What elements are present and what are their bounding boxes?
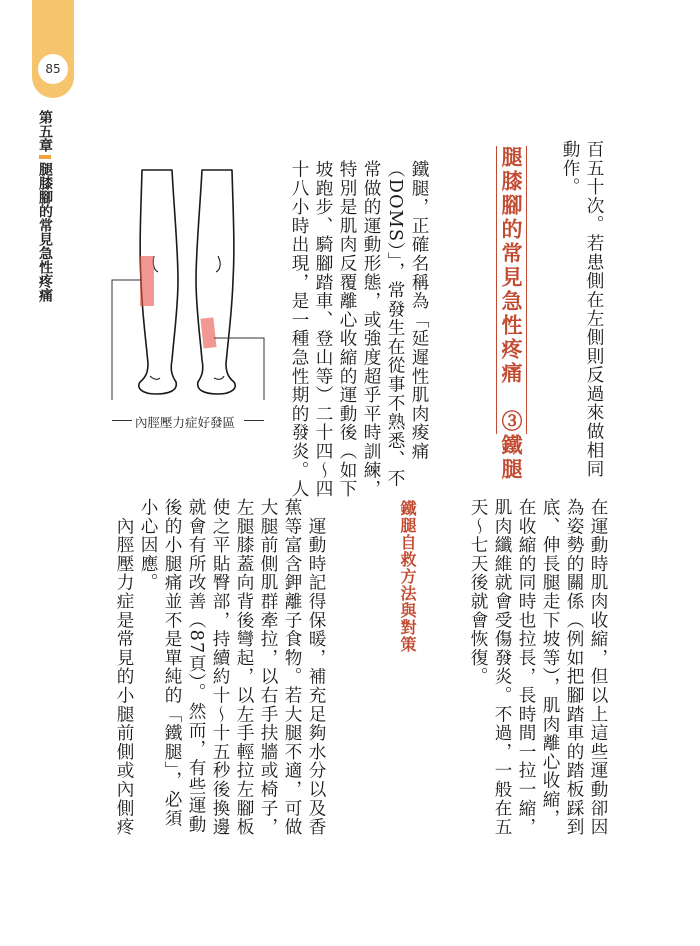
chapter-divider <box>39 155 51 159</box>
continuation-text <box>558 140 606 478</box>
text-column: 大腿前側肌群牽拉，以右手扶牆或椅子， <box>258 498 278 837</box>
text-column: 為姿勢的關係（例如把腳踏車的踏板踩到 <box>564 498 584 837</box>
self-help-text <box>112 498 328 836</box>
text-column: 左腿膝蓋向背後彎起，以左手輕拉左腳板 <box>234 498 254 837</box>
text-column: 鐵腿，正確名稱為「延遲性肌肉痠痛 <box>409 160 429 461</box>
article-heading: 腿膝腳的常見急性疼痛 ③鐵腿 <box>499 146 524 482</box>
mechanism-text <box>466 498 610 836</box>
text-column: 在收縮的同時也拉長，長時間一拉一縮， <box>516 498 536 837</box>
text-column: 百五十次。若患側在左側則反過來做相同 <box>584 140 604 479</box>
text-column: 蕉等富含鉀離子食物。若大腿不適，可做 <box>282 498 302 837</box>
page-number: 85 <box>38 54 68 84</box>
side-chapter-label <box>37 110 53 302</box>
pain-area-left <box>140 256 154 306</box>
heading-rule-right <box>526 146 527 434</box>
legs-illustration <box>108 168 268 400</box>
text-column: 小心因應。 <box>138 498 158 592</box>
caption-line-right <box>244 420 264 421</box>
text-column: 後的小腿痛並不是單純的「鐵腿」，必須 <box>162 498 182 828</box>
section-label: 腿膝腳的常見急性疼痛 <box>37 162 53 302</box>
text-column: 特別是肌肉反覆離心收縮的運動後（如下 <box>337 160 357 499</box>
intro-text <box>287 160 431 498</box>
chapter-label: 第五章 <box>37 110 53 152</box>
text-column: 動作。 <box>560 140 580 197</box>
text-column: 底、伸長腿走下坡等），肌肉離心收縮， <box>540 498 560 828</box>
text-column: 運動時記得保暖，補充足夠水分以及香 <box>306 498 326 837</box>
self-help-subheading: 鐵腿自救方法與對策 <box>398 500 417 653</box>
text-column: 使之平貼臀部，持續約十～十五秒後換邊 <box>210 498 230 837</box>
figure-caption: 內脛壓力症好發區 <box>135 415 236 430</box>
text-column: 在運動時肌肉收縮，但以上這些運動卻因 <box>588 498 608 837</box>
caption-line-left <box>112 420 132 421</box>
text-column: 天～七天後就會恢復。 <box>468 498 488 686</box>
text-column: 坡跑步、騎腳踏車、登山等）二十四～四 <box>313 160 333 499</box>
text-column: 常做的運動形態，或強度超乎平時訓練， <box>361 160 381 499</box>
text-column: 十八小時出現，是一種急性期的發炎。人 <box>289 160 309 499</box>
text-column: 就會有所改善（87頁）。然而，有些運動 <box>186 498 206 834</box>
heading-rule-left <box>496 146 497 434</box>
text-column: （DOMS）」，常發生在從事不熟悉、不 <box>385 160 405 488</box>
text-column: 內脛壓力症是常見的小腿前側或內側疼 <box>114 498 134 837</box>
text-column: 肌肉纖維就會受傷發炎。不過，一般在五 <box>492 498 512 837</box>
